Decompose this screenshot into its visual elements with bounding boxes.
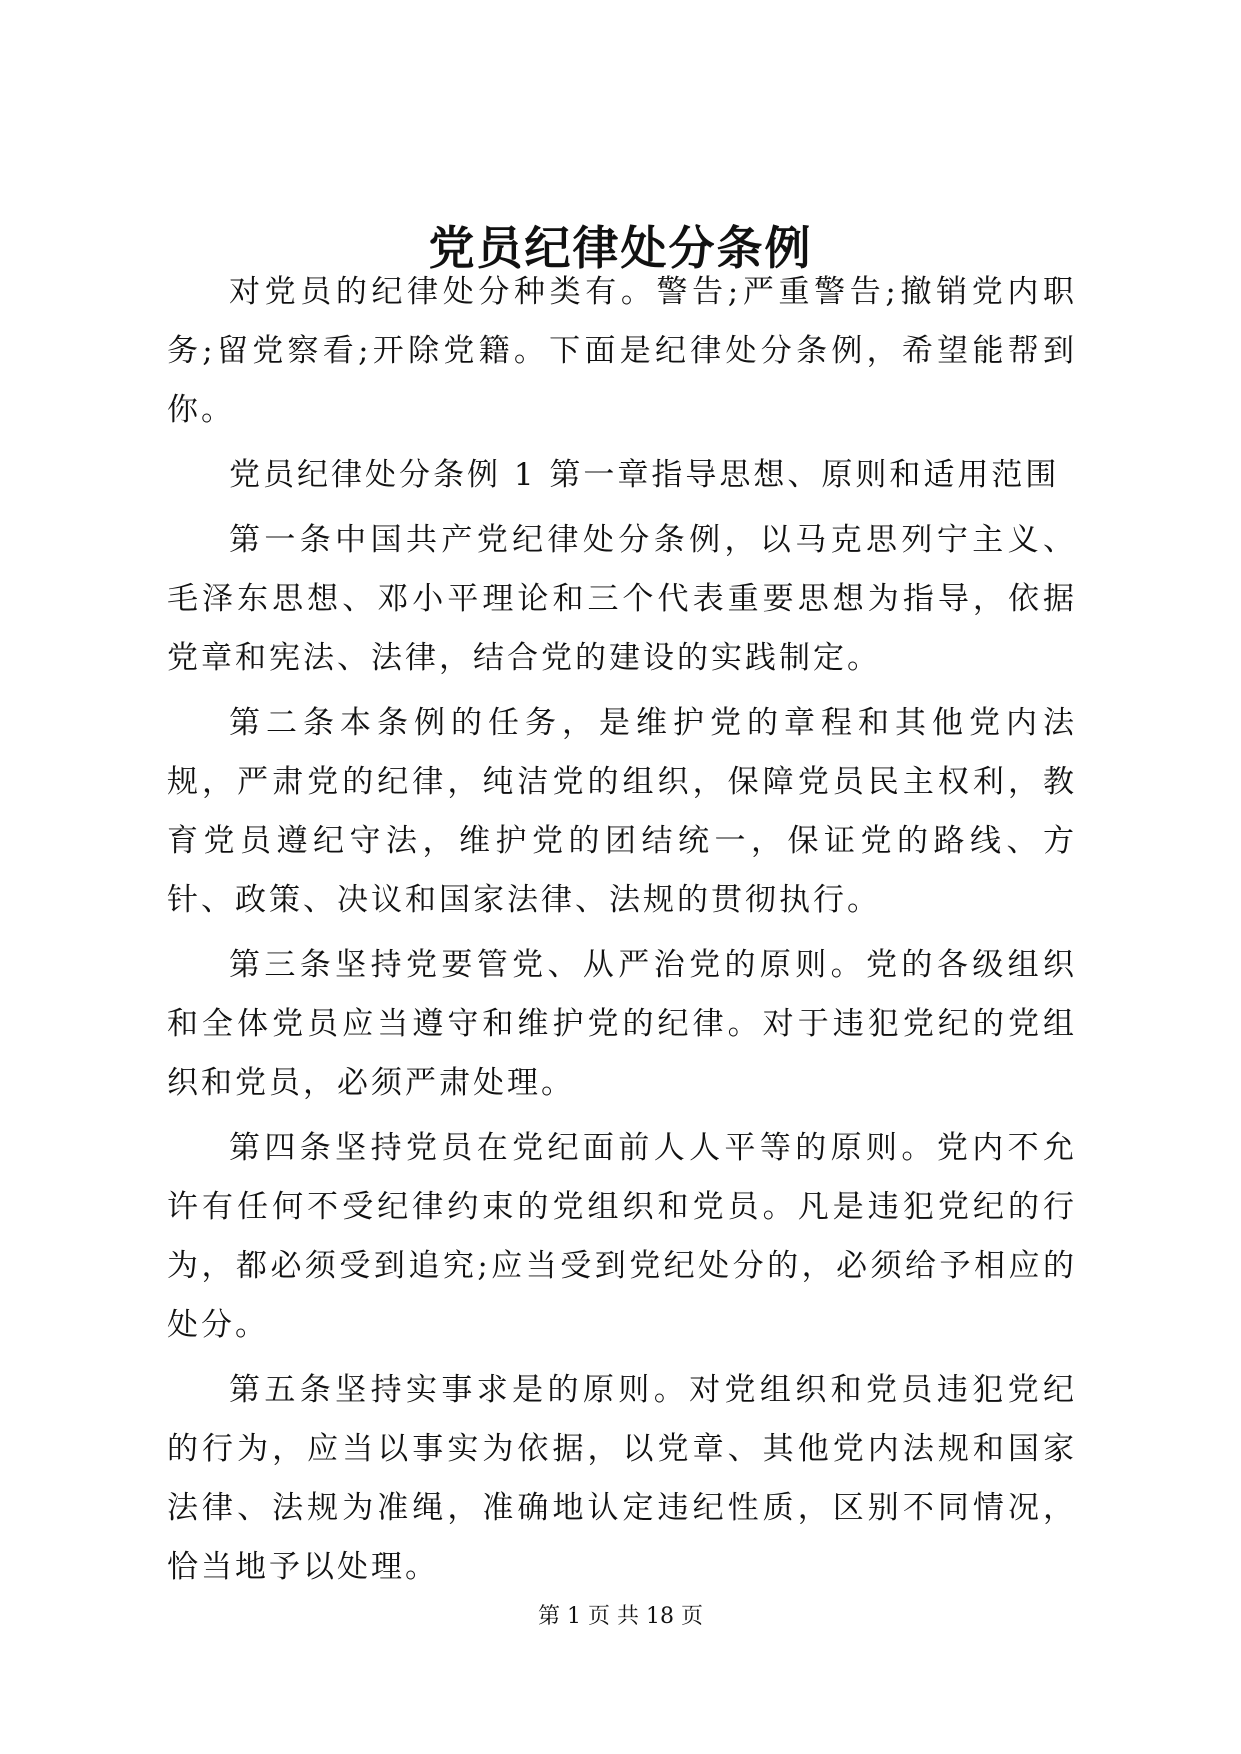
document-title: 党员纪律处分条例 bbox=[428, 221, 813, 275]
document-body bbox=[167, 263, 1077, 1603]
paragraph-chapter-heading: 党员纪律处分条例 1 第一章指导思想、原则和适用范围 bbox=[229, 457, 1060, 493]
paragraph-article-4: 第四条坚持党员在党纪面前人人平等的原则。党内不允许有任何不受纪律约束的党组织和党员。凡是违犯党纪的行为，都必须受到追究;应当受到党纪处分的，必须给予相应的处分。 bbox=[167, 1130, 1077, 1343]
page-number-footer: 第 1 页 共 18 页 bbox=[538, 1604, 703, 1629]
paragraph-article-2: 第二条本条例的任务，是维护党的章程和其他党内法规，严肃党的纪律，纯洁党的组织，保障党员民主权利，教育党员遵纪守法，维护党的团结统一，保证党的路线、方针、政策、决议和国家法律、法规的贯彻执行。 bbox=[167, 705, 1077, 918]
paragraph-intro: 对党员的纪律处分种类有。警告;严重警告;撤销党内职务;留党察看;开除党籍。下面是纪律处分条例，希望能帮到你。 bbox=[167, 274, 1077, 428]
paragraph-article-1: 第一条中国共产党纪律处分条例，以马克思列宁主义、毛泽东思想、邓小平理论和三个代表重要思想为指导，依据党章和宪法、法律，结合党的建设的实践制定。 bbox=[167, 522, 1077, 676]
paragraph-article-5: 第五条坚持实事求是的原则。对党组织和党员违犯党纪的行为，应当以事实为依据，以党章、其他党内法规和国家法律、法规为准绳，准确地认定违纪性质，区别不同情况，恰当地予以处理。 bbox=[167, 1372, 1077, 1585]
paragraph-article-3: 第三条坚持党要管党、从严治党的原则。党的各级组织和全体党员应当遵守和维护党的纪律。对于违犯党纪的党组织和党员，必须严肃处理。 bbox=[167, 947, 1077, 1101]
